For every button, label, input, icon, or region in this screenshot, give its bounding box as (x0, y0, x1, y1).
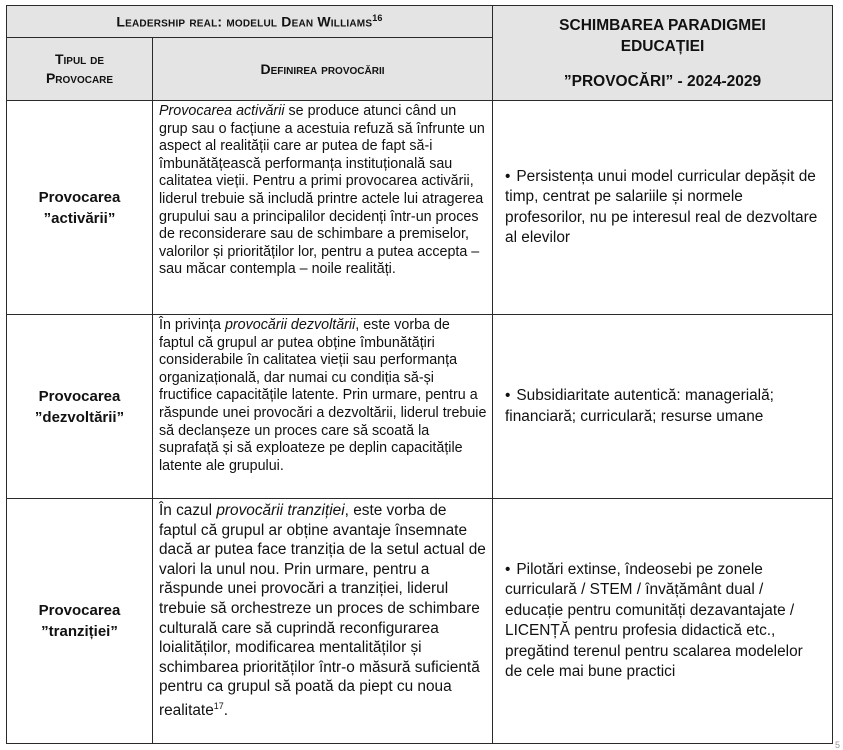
leadership-model-title: Leadership real: modelul Dean Williams (116, 13, 373, 30)
challenge-type-header-line2: Provocare (45, 70, 114, 86)
challenge-type-header-line1: Tipul de (54, 51, 105, 67)
bullet-icon: • (505, 387, 511, 404)
definition-text: se produce atunci când un grup sau o facțiune a acestuia refuză să înfrunte un aspect al realității care ar putea de fapt să-i îmbunătățească performanța instituțională sau calitatea vieții. Pentru a primi provocarea activării, liderul trebuie să includă printre actele lui atragerea grupului sau a principalilor decidenți într-un proces de reconsiderare sau de schimbare a premiselor, valorilor și priorităților lor, pentru a putea accepta – sau măcar contempla – noile realități. (159, 103, 485, 278)
leadership-model-header (7, 6, 493, 38)
footnote-ref-16: 16 (372, 13, 383, 24)
paradigm-challenge-text: Pilotări extinse, îndeosebi pe zonele curriculară / STEM / învățământ dual / educație pentru comunități dezavantajate / LICENȚĂ pentru profesia didactică etc., pregătind terenul pentru scalarea modelelor de cele mai bune practici (505, 560, 803, 680)
definition-italic-term: provocării dezvoltării (224, 317, 356, 333)
challenge-type-cell (7, 101, 153, 315)
table-row (7, 101, 833, 315)
paradigm-challenge-cell (493, 499, 833, 744)
paradigm-change-header (493, 6, 833, 101)
challenge-type-line2: ”tranziției” (41, 623, 118, 640)
leadership-challenges-table (6, 5, 833, 744)
challenge-type-line1: Provocarea (38, 387, 121, 405)
challenge-definition-cell (153, 315, 493, 499)
paradigm-period-title: ”PROVOCĂRI” - 2024-2029 (563, 72, 762, 90)
footnote-ref-17: 17 (213, 700, 224, 711)
paradigm-challenge-cell (493, 101, 833, 315)
bullet-icon: • (505, 560, 511, 578)
page-number-mark: 5 (834, 740, 840, 750)
definition-text: , este vorba de faptul că grupul ar putea obține îmbunătățiri considerabile în calitatea vieții sau performanța organizațională, dar numai cu condiția să-și fructifice capacitățile latente. Prin urmare, pentru a răspunde unei provocări a dezvoltării, liderul trebuie să declanșeze un proces care să scoată la suprafață și să exploateze pe deplin capacitățile latente ale grupului. (159, 317, 487, 474)
table-row (7, 499, 833, 744)
definition-italic-term: provocării tranziției (216, 502, 345, 519)
table-row (7, 315, 833, 499)
bullet-icon: • (505, 167, 511, 185)
paradigm-challenge-text: Subsidiaritate autentică: managerială; financiară; curriculară; resurse umane (505, 387, 774, 425)
paradigm-challenge-cell (493, 315, 833, 499)
challenge-type-line2: ”activării” (43, 209, 116, 227)
definition-text: , este vorba de faptul că grupul ar obține avantaje însemnate dacă ar putea face tranziția de la setul actual de valori la unul nou. Prin urmare, pentru a răspunde unei provocări a tranziției, liderul trebuie să orchestreze un proces de schimbare culturală care să cuprindă reconfigurarea loialităților, modificarea mentalităților și schimbarea priorităților într-o măsură suficientă pentru ca grupul să poată da piept cu noua realitate (159, 502, 486, 720)
challenge-type-line1: Provocarea (38, 188, 121, 206)
definition-end: . (223, 702, 229, 720)
definition-prefix: În privința (159, 317, 225, 333)
definition-prefix: În cazul (159, 502, 217, 519)
paradigm-title-line1: SCHIMBAREA PARADIGMEI (559, 16, 766, 34)
challenge-type-column-header (7, 38, 153, 101)
challenge-definition-cell (153, 499, 493, 744)
challenge-definition-header-label: Definirea provocării (260, 60, 385, 77)
challenge-type-cell (7, 499, 153, 744)
challenge-definition-cell (153, 101, 493, 315)
paradigm-title-line2: EDUCAȚIEI (620, 37, 705, 55)
challenge-definition-column-header (153, 38, 493, 101)
challenge-type-line2: ”dezvoltării” (34, 408, 125, 426)
challenge-type-cell (7, 315, 153, 499)
challenge-type-line1: Provocarea (38, 602, 121, 619)
definition-italic-term: Provocarea activării (159, 103, 285, 119)
paradigm-challenge-text: Persistența unui model curricular depășit de timp, centrat pe salariile și normele profesorilor, nu pe interesul real de dezvoltare al elevilor (505, 167, 818, 246)
